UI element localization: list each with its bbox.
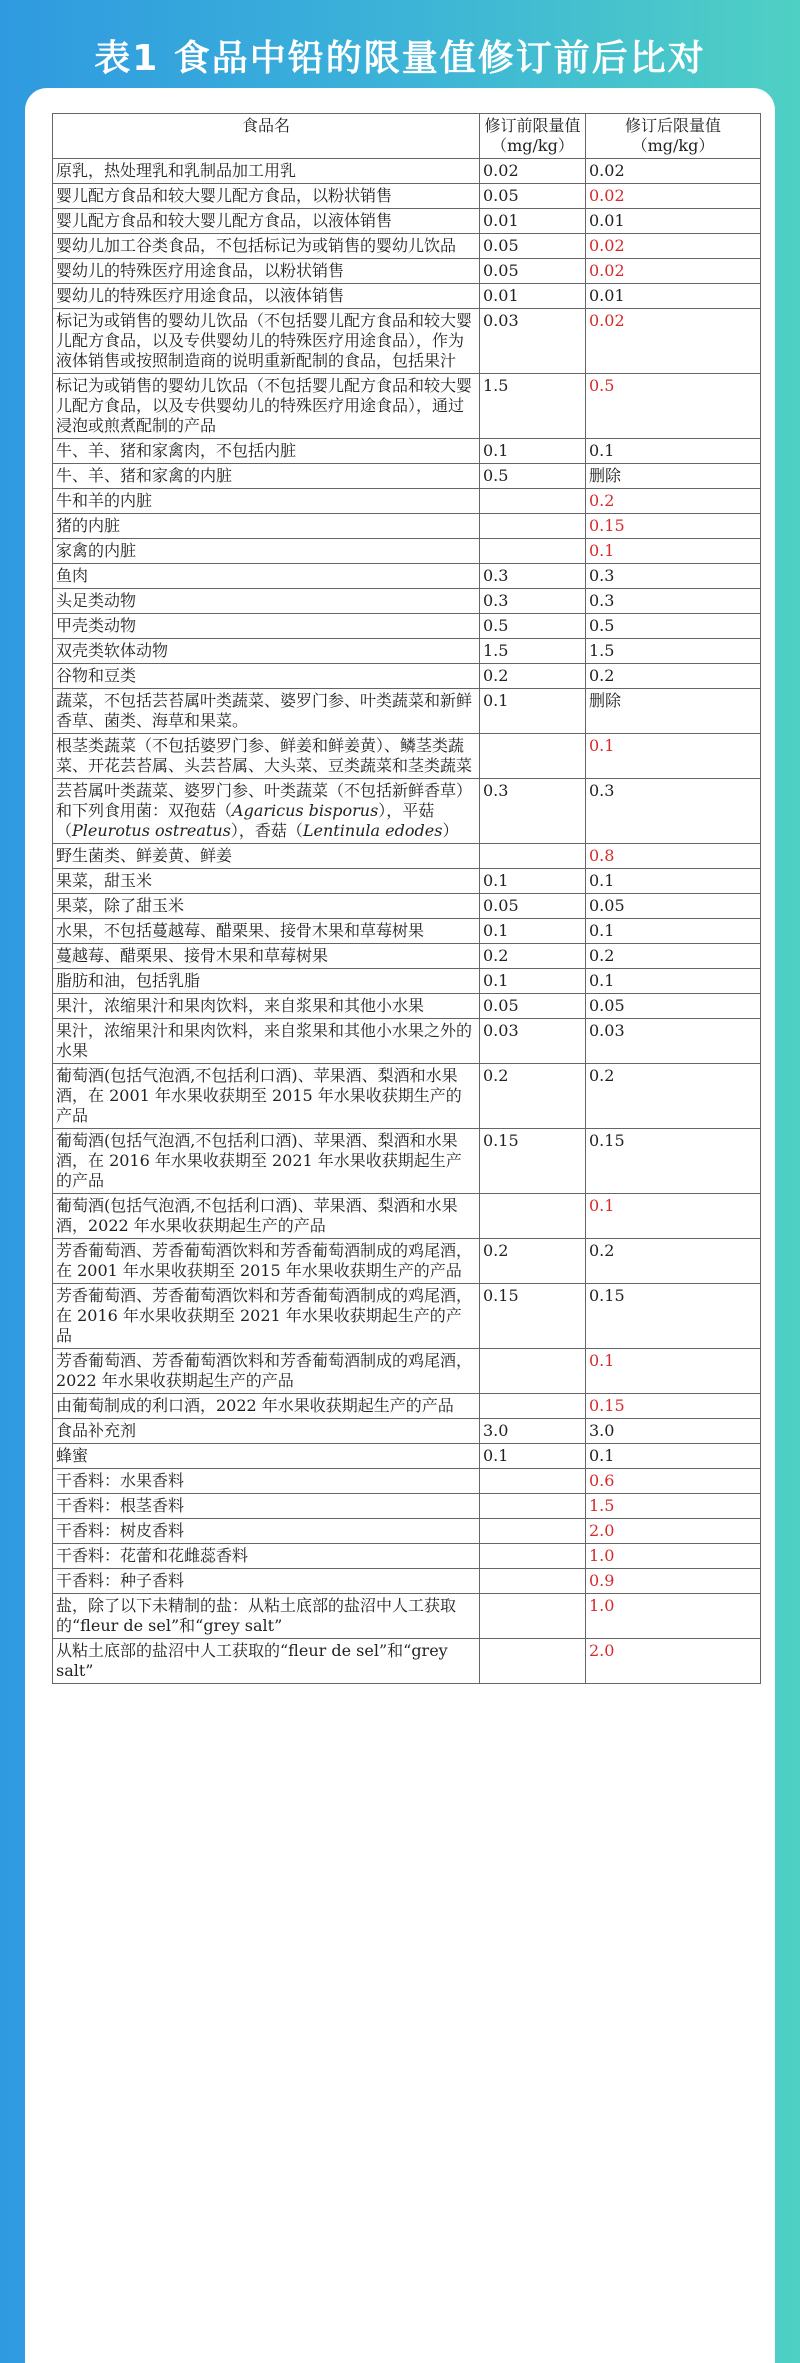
food-name-cell: 食品补充剂 bbox=[53, 1419, 480, 1444]
table-row bbox=[53, 539, 761, 564]
food-name-cell bbox=[53, 779, 480, 844]
limit-after-cell: 0.05 bbox=[586, 994, 761, 1019]
table-row bbox=[53, 639, 761, 664]
table-row bbox=[53, 309, 761, 374]
food-name-cell: 干香料：花蕾和花雌蕊香料 bbox=[53, 1544, 480, 1569]
table-row bbox=[53, 1494, 761, 1519]
table-row bbox=[53, 944, 761, 969]
table-row bbox=[53, 1284, 761, 1349]
food-name-cell: 蔬菜，不包括芸苔属叶类蔬菜、婆罗门参、叶类蔬菜和新鲜香草、菌类、海草和果菜。 bbox=[53, 689, 480, 734]
table-row bbox=[53, 689, 761, 734]
table-body bbox=[53, 159, 761, 1684]
limit-after-cell: 2.0 bbox=[586, 1639, 761, 1684]
limit-after-cell: 2.0 bbox=[586, 1519, 761, 1544]
food-name-cell: 干香料：种子香料 bbox=[53, 1569, 480, 1594]
limit-after-cell: 0.15 bbox=[586, 514, 761, 539]
limit-after-cell: 0.02 bbox=[586, 234, 761, 259]
table-row bbox=[53, 564, 761, 589]
table-row bbox=[53, 994, 761, 1019]
name-text: 芸苔属叶类蔬菜、婆罗门参、叶类蔬菜（不包括新鲜香草）和下列食用菌：双孢菇（ bbox=[56, 781, 473, 820]
limit-after-cell: 0.2 bbox=[586, 1064, 761, 1129]
table-row bbox=[53, 969, 761, 994]
table-row bbox=[53, 1639, 761, 1684]
table-row bbox=[53, 614, 761, 639]
limit-before-cell: 0.05 bbox=[480, 234, 586, 259]
limit-after-cell: 0.15 bbox=[586, 1394, 761, 1419]
limit-before-cell: 0.3 bbox=[480, 779, 586, 844]
food-name-cell: 家禽的内脏 bbox=[53, 539, 480, 564]
limit-before-cell bbox=[480, 734, 586, 779]
limit-before-cell: 1.5 bbox=[480, 374, 586, 439]
limit-after-cell: 1.0 bbox=[586, 1594, 761, 1639]
table-header-row bbox=[53, 114, 761, 159]
table-row bbox=[53, 1469, 761, 1494]
table-row bbox=[53, 1349, 761, 1394]
table-row bbox=[53, 234, 761, 259]
limit-before-cell bbox=[480, 1349, 586, 1394]
table-row bbox=[53, 919, 761, 944]
limit-before-cell: 0.1 bbox=[480, 869, 586, 894]
name-text: ） bbox=[442, 821, 459, 840]
limit-before-cell: 0.15 bbox=[480, 1129, 586, 1194]
limit-after-cell: 0.3 bbox=[586, 779, 761, 844]
limit-before-cell bbox=[480, 1594, 586, 1639]
food-name-cell: 蜂蜜 bbox=[53, 1444, 480, 1469]
limit-before-cell: 0.3 bbox=[480, 564, 586, 589]
limit-before-cell bbox=[480, 489, 586, 514]
limit-after-cell: 0.3 bbox=[586, 564, 761, 589]
limit-before-cell: 0.2 bbox=[480, 944, 586, 969]
food-name-cell: 婴幼儿的特殊医疗用途食品，以液体销售 bbox=[53, 284, 480, 309]
food-name-cell: 脂肪和油，包括乳脂 bbox=[53, 969, 480, 994]
food-name-cell: 野生菌类、鲜姜黄、鲜姜 bbox=[53, 844, 480, 869]
food-name-cell: 标记为或销售的婴幼儿饮品（不包括婴儿配方食品和较大婴儿配方食品，以及专供婴幼儿的特殊医疗用途食品），通过浸泡或煎煮配制的产品 bbox=[53, 374, 480, 439]
table-row bbox=[53, 894, 761, 919]
table-row bbox=[53, 589, 761, 614]
food-name-cell: 婴儿配方食品和较大婴儿配方食品，以粉状销售 bbox=[53, 184, 480, 209]
limit-before-cell bbox=[480, 1469, 586, 1494]
table-row bbox=[53, 1444, 761, 1469]
table-row bbox=[53, 779, 761, 844]
limit-before-cell: 0.01 bbox=[480, 209, 586, 234]
limit-after-cell: 0.2 bbox=[586, 489, 761, 514]
table-row bbox=[53, 1594, 761, 1639]
food-name-cell: 蔓越莓、醋栗果、接骨木果和草莓树果 bbox=[53, 944, 480, 969]
limit-before-cell: 0.1 bbox=[480, 689, 586, 734]
food-name-cell: 果汁，浓缩果汁和果肉饮料，来自浆果和其他小水果 bbox=[53, 994, 480, 1019]
limit-after-cell: 0.2 bbox=[586, 1239, 761, 1284]
limit-before-cell bbox=[480, 1494, 586, 1519]
limit-after-cell: 删除 bbox=[586, 464, 761, 489]
table-row bbox=[53, 1129, 761, 1194]
limit-before-cell: 3.0 bbox=[480, 1419, 586, 1444]
food-name-cell: 葡萄酒(包括气泡酒,不包括利口酒)、苹果酒、梨酒和水果酒，在 2001 年水果收获期至 2015 年水果收获期生产的产品 bbox=[53, 1064, 480, 1129]
limit-after-cell: 0.02 bbox=[586, 184, 761, 209]
table-row bbox=[53, 1394, 761, 1419]
limit-after-cell: 0.6 bbox=[586, 1469, 761, 1494]
limit-before-cell: 0.5 bbox=[480, 614, 586, 639]
table-row bbox=[53, 514, 761, 539]
latin-name: Pleurotus ostreatus bbox=[72, 821, 231, 840]
limit-after-cell: 0.1 bbox=[586, 919, 761, 944]
food-name-cell: 原乳，热处理乳和乳制品加工用乳 bbox=[53, 159, 480, 184]
limit-after-cell: 0.01 bbox=[586, 284, 761, 309]
limit-after-cell: 0.5 bbox=[586, 614, 761, 639]
table-row bbox=[53, 664, 761, 689]
food-name-cell: 盐，除了以下未精制的盐：从粘土底部的盐沼中人工获取的“fleur de sel”和“grey salt” bbox=[53, 1594, 480, 1639]
limit-after-cell: 0.15 bbox=[586, 1129, 761, 1194]
table-row bbox=[53, 1419, 761, 1444]
food-name-cell: 牛和羊的内脏 bbox=[53, 489, 480, 514]
limit-after-cell: 0.5 bbox=[586, 374, 761, 439]
lead-limits-table bbox=[52, 113, 761, 1684]
limit-after-cell: 0.03 bbox=[586, 1019, 761, 1064]
food-name-cell: 葡萄酒(包括气泡酒,不包括利口酒)、苹果酒、梨酒和水果酒，2022 年水果收获期起生产的产品 bbox=[53, 1194, 480, 1239]
limit-before-cell bbox=[480, 1569, 586, 1594]
food-name-cell: 干香料：树皮香料 bbox=[53, 1519, 480, 1544]
food-name-cell: 牛、羊、猪和家禽的内脏 bbox=[53, 464, 480, 489]
limit-before-cell: 0.02 bbox=[480, 159, 586, 184]
limit-before-cell: 0.2 bbox=[480, 1239, 586, 1284]
limit-after-cell: 0.02 bbox=[586, 159, 761, 184]
food-name-cell: 根茎类蔬菜（不包括婆罗门参、鲜姜和鲜姜黄）、鳞茎类蔬菜、开花芸苔属、头芸苔属、大头菜、豆类蔬菜和茎类蔬菜 bbox=[53, 734, 480, 779]
limit-before-cell: 0.1 bbox=[480, 1444, 586, 1469]
food-name-cell: 干香料：水果香料 bbox=[53, 1469, 480, 1494]
food-name-cell: 葡萄酒(包括气泡酒,不包括利口酒)、苹果酒、梨酒和水果酒，在 2016 年水果收获期至 2021 年水果收获期起生产的产品 bbox=[53, 1129, 480, 1194]
food-name-cell: 果菜，甜玉米 bbox=[53, 869, 480, 894]
food-name-cell: 婴幼儿的特殊医疗用途食品，以粉状销售 bbox=[53, 259, 480, 284]
limit-after-cell: 0.1 bbox=[586, 969, 761, 994]
limit-after-cell: 0.02 bbox=[586, 259, 761, 284]
limit-after-cell: 0.2 bbox=[586, 664, 761, 689]
limit-before-cell: 0.05 bbox=[480, 894, 586, 919]
food-name-cell: 牛、羊、猪和家禽肉，不包括内脏 bbox=[53, 439, 480, 464]
food-name-cell: 甲壳类动物 bbox=[53, 614, 480, 639]
limit-after-cell: 0.05 bbox=[586, 894, 761, 919]
table-row bbox=[53, 464, 761, 489]
food-name-cell: 婴幼儿加工谷类食品，不包括标记为或销售的婴幼儿饮品 bbox=[53, 234, 480, 259]
limit-before-cell: 0.03 bbox=[480, 1019, 586, 1064]
food-name-cell: 干香料：根茎香料 bbox=[53, 1494, 480, 1519]
limit-before-cell: 0.5 bbox=[480, 464, 586, 489]
limit-after-cell: 3.0 bbox=[586, 1419, 761, 1444]
page-title: 表1 食品中铅的限量值修订前后比对 bbox=[94, 37, 706, 79]
limit-before-cell: 0.05 bbox=[480, 259, 586, 284]
food-name-cell: 标记为或销售的婴幼儿饮品（不包括婴儿配方食品和较大婴儿配方食品，以及专供婴幼儿的特殊医疗用途食品），作为液体销售或按照制造商的说明重新配制的食品，包括果汁 bbox=[53, 309, 480, 374]
food-name-cell: 芳香葡萄酒、芳香葡萄酒饮料和芳香葡萄酒制成的鸡尾酒，在 2001 年水果收获期至 2015 年水果收获期生产的产品 bbox=[53, 1239, 480, 1284]
limit-before-cell: 0.03 bbox=[480, 309, 586, 374]
limit-after-cell: 0.2 bbox=[586, 944, 761, 969]
food-name-cell: 果菜，除了甜玉米 bbox=[53, 894, 480, 919]
limit-after-cell: 0.9 bbox=[586, 1569, 761, 1594]
table-row bbox=[53, 209, 761, 234]
header-food-name: 食品名 bbox=[53, 114, 480, 159]
limit-after-cell: 0.15 bbox=[586, 1284, 761, 1349]
limit-before-cell: 0.1 bbox=[480, 919, 586, 944]
limit-after-cell: 删除 bbox=[586, 689, 761, 734]
limit-after-cell: 0.1 bbox=[586, 869, 761, 894]
limit-before-cell bbox=[480, 844, 586, 869]
limit-before-cell: 0.1 bbox=[480, 439, 586, 464]
table-row bbox=[53, 259, 761, 284]
food-name-cell: 头足类动物 bbox=[53, 589, 480, 614]
table-row bbox=[53, 1239, 761, 1284]
limit-after-cell: 0.1 bbox=[586, 439, 761, 464]
table-row bbox=[53, 869, 761, 894]
limit-after-cell: 0.3 bbox=[586, 589, 761, 614]
table-row bbox=[53, 1019, 761, 1064]
limit-before-cell: 0.2 bbox=[480, 664, 586, 689]
latin-name: Agaricus bisporus bbox=[232, 801, 379, 820]
header-before: 修订前限量值（mg/kg） bbox=[480, 114, 586, 159]
table-row bbox=[53, 374, 761, 439]
limit-after-cell: 0.1 bbox=[586, 539, 761, 564]
limit-before-cell: 0.15 bbox=[480, 1284, 586, 1349]
table-row bbox=[53, 489, 761, 514]
limit-before-cell: 0.05 bbox=[480, 184, 586, 209]
food-name-cell: 猪的内脏 bbox=[53, 514, 480, 539]
name-text: ），平菇（ bbox=[56, 801, 435, 840]
table-row bbox=[53, 159, 761, 184]
food-name-cell: 水果，不包括蔓越莓、醋栗果、接骨木果和草莓树果 bbox=[53, 919, 480, 944]
limit-before-cell bbox=[480, 514, 586, 539]
limit-after-cell: 0.8 bbox=[586, 844, 761, 869]
food-name-cell: 鱼肉 bbox=[53, 564, 480, 589]
table-row bbox=[53, 1064, 761, 1129]
table-row bbox=[53, 1569, 761, 1594]
limit-before-cell: 0.01 bbox=[480, 284, 586, 309]
latin-name: Lentinula edodes bbox=[302, 821, 443, 840]
food-name-cell: 由葡萄制成的利口酒，2022 年水果收获期起生产的产品 bbox=[53, 1394, 480, 1419]
limit-after-cell: 1.5 bbox=[586, 639, 761, 664]
food-name-cell: 果汁，浓缩果汁和果肉饮料，来自浆果和其他小水果之外的水果 bbox=[53, 1019, 480, 1064]
limit-before-cell bbox=[480, 1519, 586, 1544]
limit-after-cell: 0.1 bbox=[586, 1444, 761, 1469]
food-name-cell: 芳香葡萄酒、芳香葡萄酒饮料和芳香葡萄酒制成的鸡尾酒，2022 年水果收获期起生产的产品 bbox=[53, 1349, 480, 1394]
food-name-cell: 从粘土底部的盐沼中人工获取的“fleur de sel”和“grey salt” bbox=[53, 1639, 480, 1684]
table-row bbox=[53, 439, 761, 464]
limit-before-cell: 0.1 bbox=[480, 969, 586, 994]
table-row bbox=[53, 284, 761, 309]
header-after: 修订后限量值（mg/kg） bbox=[586, 114, 761, 159]
table-row bbox=[53, 1194, 761, 1239]
limit-after-cell: 0.01 bbox=[586, 209, 761, 234]
food-name-cell: 谷物和豆类 bbox=[53, 664, 480, 689]
limit-after-cell: 0.02 bbox=[586, 309, 761, 374]
table-row bbox=[53, 734, 761, 779]
limit-before-cell bbox=[480, 1194, 586, 1239]
table-row bbox=[53, 184, 761, 209]
food-name-cell: 芳香葡萄酒、芳香葡萄酒饮料和芳香葡萄酒制成的鸡尾酒，在 2016 年水果收获期至 2021 年水果收获期起生产的产品 bbox=[53, 1284, 480, 1349]
limit-after-cell: 1.5 bbox=[586, 1494, 761, 1519]
limit-after-cell: 0.1 bbox=[586, 1349, 761, 1394]
limit-before-cell: 0.3 bbox=[480, 589, 586, 614]
food-name-cell: 婴儿配方食品和较大婴儿配方食品，以液体销售 bbox=[53, 209, 480, 234]
limit-after-cell: 0.1 bbox=[586, 734, 761, 779]
food-name-cell: 双壳类软体动物 bbox=[53, 639, 480, 664]
limit-before-cell: 0.2 bbox=[480, 1064, 586, 1129]
limit-after-cell: 1.0 bbox=[586, 1544, 761, 1569]
limit-before-cell bbox=[480, 1394, 586, 1419]
table-row bbox=[53, 1544, 761, 1569]
limit-before-cell bbox=[480, 1544, 586, 1569]
table-row bbox=[53, 844, 761, 869]
limit-before-cell: 1.5 bbox=[480, 639, 586, 664]
limit-before-cell bbox=[480, 539, 586, 564]
limit-after-cell: 0.1 bbox=[586, 1194, 761, 1239]
limit-before-cell bbox=[480, 1639, 586, 1684]
table-row bbox=[53, 1519, 761, 1544]
name-text: ），香菇（ bbox=[230, 821, 303, 840]
limit-before-cell: 0.05 bbox=[480, 994, 586, 1019]
